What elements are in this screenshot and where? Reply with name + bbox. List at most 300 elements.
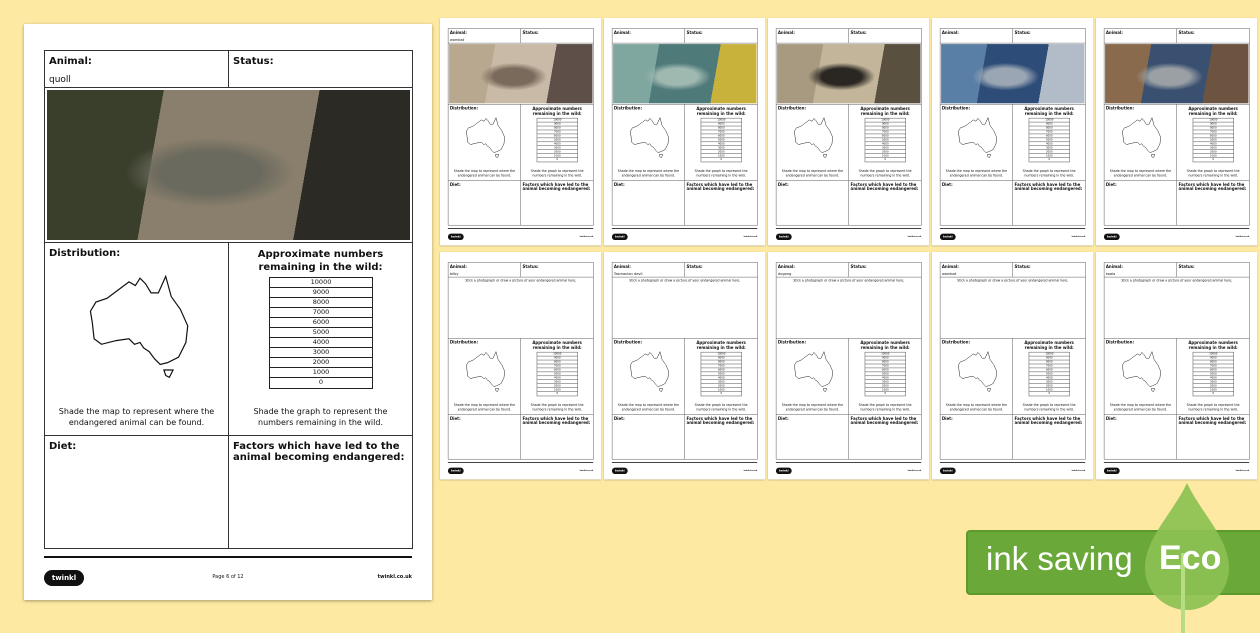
worksheet-table: [776, 262, 922, 459]
scale-value: 0: [884, 157, 887, 161]
photo-placeholder-row: [776, 277, 921, 338]
numbers-scale: [1193, 352, 1234, 396]
scale-value: 10000: [537, 118, 577, 122]
australia-map: [1116, 115, 1167, 159]
scale-value: 1000: [1029, 154, 1069, 158]
animal-name: bilby: [449, 272, 459, 277]
scale-value: 5000: [865, 372, 905, 376]
stick-photo-instruction: Stick a photograph or draw a picture of your endangered animal here.: [629, 278, 741, 283]
photo-placeholder-row: [448, 277, 593, 338]
scale-value: 5000: [865, 138, 905, 142]
numbers-heading: Approximate numbers remaining in the wild:: [696, 106, 746, 117]
scale-value: 10000: [701, 118, 741, 122]
page-footer: [1104, 228, 1250, 239]
scale-value: 3000: [701, 380, 741, 384]
worksheet-page: [24, 24, 432, 600]
australia-map: [788, 349, 839, 393]
scale-value: 1000: [537, 388, 577, 392]
worksheet-page: [604, 18, 765, 246]
twinkl-logo: twinkl: [776, 468, 792, 474]
worksheet-table: [1104, 262, 1250, 459]
photo-placeholder-row: [612, 277, 757, 338]
numbers-scale: [537, 352, 578, 396]
scale-value: 6000: [537, 368, 577, 372]
scale-value: 3000: [1193, 380, 1233, 384]
scale-value: 4000: [1029, 142, 1069, 146]
scale-value: 5000: [537, 372, 577, 376]
scale-value: 6000: [865, 134, 905, 138]
scale-value: 4000: [701, 376, 741, 380]
numbers-scale: [537, 118, 578, 162]
page-footer: [940, 228, 1086, 239]
australia-map: [788, 115, 839, 159]
scale-value: 5000: [1029, 372, 1069, 376]
diet-label: Diet:: [777, 182, 789, 188]
scale-value: 3000: [865, 146, 905, 150]
status-label: Status:: [522, 30, 539, 35]
diet-label: Diet:: [613, 416, 625, 422]
scale-value: 3000: [270, 348, 372, 358]
scale-value: 10000: [537, 352, 577, 356]
scale-value: 0: [556, 157, 559, 161]
diet-label: Diet:: [1105, 416, 1117, 422]
status-label: Status:: [686, 264, 703, 269]
scale-value: 9000: [865, 356, 905, 360]
scale-value: 6000: [701, 368, 741, 372]
status-label: Status:: [233, 56, 274, 67]
scale-value: 8000: [701, 126, 741, 130]
scale-value: 2000: [701, 384, 741, 388]
scale-value: 4000: [270, 338, 372, 348]
scale-value: 1000: [865, 154, 905, 158]
scale-value: 10000: [270, 278, 372, 288]
animal-name: dugong: [777, 272, 792, 277]
scale-value: 4000: [537, 376, 577, 380]
worksheet-page: [440, 18, 601, 246]
scale-value: 7000: [1029, 130, 1069, 134]
site-url: twinkl.co.uk: [1235, 469, 1250, 472]
scale-value: 7000: [270, 308, 372, 318]
map-caption: Shade the map to represent where the endangered animal can be found.: [945, 403, 1008, 412]
animal-name: Tasmanian devil: [613, 272, 643, 277]
animal-label: Animal:: [941, 30, 959, 35]
graph-caption: Shade the graph to represent the numbers remaining in the wild.: [858, 403, 912, 412]
map-caption: Shade the map to represent where the endangered animal can be found.: [453, 403, 516, 412]
scale-value: 6000: [270, 318, 372, 328]
scale-value: 10000: [1193, 352, 1233, 356]
scale-value: 9000: [537, 122, 577, 126]
site-url: twinkl.co.uk: [743, 469, 758, 472]
scale-value: 9000: [1193, 356, 1233, 360]
animal-photo: [47, 90, 410, 240]
scale-value: 10000: [1193, 118, 1233, 122]
scale-value: 2000: [1029, 150, 1069, 154]
graph-caption: Shade the graph to represent the numbers remaining in the wild.: [1022, 403, 1076, 412]
scale-value: 8000: [1193, 126, 1233, 130]
numbers-scale: [269, 277, 373, 389]
site-url: twinkl.co.uk: [579, 235, 594, 238]
worksheet-table: [940, 28, 1086, 225]
animal-photo-row: [612, 43, 757, 104]
worksheet-page: [768, 252, 929, 480]
animal-name: wombat: [449, 38, 465, 43]
scale-value: 1000: [1029, 388, 1069, 392]
australia-map: [1116, 349, 1167, 393]
scale-value: 7000: [537, 130, 577, 134]
scale-value: 10000: [865, 118, 905, 122]
worksheet-table: [448, 28, 594, 225]
site-url: twinkl.co.uk: [1071, 235, 1086, 238]
scale-value: 6000: [865, 368, 905, 372]
page-footer: [448, 462, 594, 473]
animal-photo: [941, 44, 1084, 103]
diet-label: Diet:: [941, 416, 953, 422]
scale-value: 0: [1212, 391, 1215, 395]
animal-photo-row: [1104, 43, 1249, 104]
numbers-scale: [701, 118, 742, 162]
scale-value: 0: [1212, 157, 1215, 161]
diet-label: Diet:: [777, 416, 789, 422]
scale-value: 2000: [537, 150, 577, 154]
animal-photo-row: [45, 88, 412, 243]
animal-photo: [777, 44, 920, 103]
scale-value: 2000: [701, 150, 741, 154]
diet-label: Diet:: [49, 441, 77, 452]
scale-value: 3000: [537, 146, 577, 150]
distribution-label: Distribution:: [777, 340, 807, 345]
status-label: Status:: [1014, 264, 1031, 269]
scale-value: 9000: [537, 356, 577, 360]
scale-value: 6000: [1193, 368, 1233, 372]
animal-name: koala: [1105, 272, 1116, 277]
status-label: Status:: [686, 30, 703, 35]
scale-value: 2000: [1193, 150, 1233, 154]
site-url: twinkl.co.uk: [1235, 235, 1250, 238]
page-footer: [776, 462, 922, 473]
scale-value: 8000: [270, 298, 372, 308]
worksheet-table: [44, 50, 413, 549]
scale-value: 6000: [537, 134, 577, 138]
animal-photo: [1105, 44, 1248, 103]
animal-photo: [613, 44, 756, 103]
scale-value: 4000: [865, 376, 905, 380]
distribution-label: Distribution:: [613, 106, 643, 111]
animal-label: Animal:: [1105, 30, 1123, 35]
australia-map: [75, 269, 205, 381]
numbers-heading: Approximate numbers remaining in the wild:: [1024, 106, 1074, 117]
worksheet-page: [1096, 252, 1257, 480]
scale-value: 10000: [865, 352, 905, 356]
factors-label: Factors which have led to the animal becoming endangered:: [1014, 416, 1083, 426]
scale-value: 7000: [537, 364, 577, 368]
twinkl-logo: twinkl: [612, 234, 628, 240]
worksheet-page: [604, 252, 765, 480]
scale-value: 4000: [1193, 142, 1233, 146]
numbers-heading: Approximate numbers remaining in the wild:: [1188, 106, 1238, 117]
animal-label: Animal:: [777, 30, 795, 35]
map-caption: Shade the map to represent where the endangered animal can be found.: [58, 407, 215, 428]
scale-value: 8000: [1029, 126, 1069, 130]
numbers-heading: Approximate numbers remaining in the wild:: [860, 106, 910, 117]
scale-value: 9000: [701, 356, 741, 360]
animal-label: Animal:: [1105, 264, 1123, 269]
numbers-heading: Approximate numbers remaining in the wild:: [1188, 340, 1238, 351]
scale-value: 9000: [270, 288, 372, 298]
distribution-label: Distribution:: [1105, 106, 1135, 111]
animal-photo-row: [940, 43, 1085, 104]
status-label: Status:: [850, 264, 867, 269]
animal-photo-row: [776, 43, 921, 104]
distribution-label: Distribution:: [1105, 340, 1135, 345]
animal-name: wombat: [941, 272, 957, 277]
photo-placeholder-row: [1104, 277, 1249, 338]
factors-label: Factors which have led to the animal becoming endangered:: [233, 441, 405, 463]
scale-value: 4000: [1193, 376, 1233, 380]
animal-label: Animal:: [449, 264, 467, 269]
worksheet-page: [768, 18, 929, 246]
scale-value: 2000: [1193, 384, 1233, 388]
scale-value: 8000: [1029, 360, 1069, 364]
graph-caption: Shade the graph to represent the numbers remaining in the wild.: [1186, 403, 1240, 412]
scale-value: 8000: [865, 360, 905, 364]
graph-caption: Shade the graph to represent the numbers remaining in the wild.: [858, 169, 912, 178]
animal-label: Animal:: [613, 264, 631, 269]
scale-value: 8000: [537, 360, 577, 364]
factors-label: Factors which have led to the animal becoming endangered:: [1178, 182, 1247, 192]
status-label: Status:: [1014, 30, 1031, 35]
scale-value: 6000: [1029, 368, 1069, 372]
scale-value: 4000: [537, 142, 577, 146]
worksheet-page: [932, 252, 1093, 480]
diet-label: Diet:: [1105, 182, 1117, 188]
site-url: twinkl.co.uk: [1071, 469, 1086, 472]
distribution-label: Distribution:: [449, 340, 479, 345]
map-caption: Shade the map to represent where the endangered animal can be found.: [617, 403, 680, 412]
numbers-heading: Approximate numbers remaining in the wild:: [532, 106, 582, 117]
graph-caption: Shade the graph to represent the numbers remaining in the wild.: [253, 407, 388, 428]
twinkl-logo: twinkl: [1104, 234, 1120, 240]
numbers-heading: Approximate numbers remaining in the wild:: [860, 340, 910, 351]
graph-caption: Shade the graph to represent the numbers remaining in the wild.: [530, 169, 584, 178]
scale-value: 0: [720, 157, 723, 161]
numbers-scale: [1029, 118, 1070, 162]
numbers-scale: [865, 352, 906, 396]
twinkl-logo: twinkl: [448, 468, 464, 474]
factors-label: Factors which have led to the animal becoming endangered:: [686, 182, 755, 192]
animal-photo-row: [448, 43, 593, 104]
numbers-scale: [1193, 118, 1234, 162]
scale-value: 0: [556, 391, 559, 395]
scale-value: 3000: [1029, 380, 1069, 384]
ink-saving-label: ink saving: [986, 540, 1133, 577]
numbers-scale: [701, 352, 742, 396]
numbers-heading: Approximate numbers remaining in the wild:: [696, 340, 746, 351]
numbers-heading: Approximate numbers remaining in the wild:: [1024, 340, 1074, 351]
scale-value: 1000: [1193, 388, 1233, 392]
page-footer: [448, 228, 594, 239]
twinkl-logo: twinkl: [1104, 468, 1120, 474]
australia-map: [952, 349, 1003, 393]
scale-value: 2000: [865, 384, 905, 388]
scale-value: 5000: [701, 372, 741, 376]
page-footer: [776, 228, 922, 239]
australia-map: [460, 115, 511, 159]
scale-value: 8000: [1193, 360, 1233, 364]
twinkl-logo: twinkl: [940, 468, 956, 474]
stick-photo-instruction: Stick a photograph or draw a picture of your endangered animal here.: [793, 278, 905, 283]
scale-value: 5000: [1029, 138, 1069, 142]
factors-label: Factors which have led to the animal becoming endangered:: [686, 416, 755, 426]
worksheet-page: [440, 252, 601, 480]
scale-value: 10000: [1029, 352, 1069, 356]
scale-value: 5000: [701, 138, 741, 142]
map-caption: Shade the map to represent where the endangered animal can be found.: [1109, 169, 1172, 178]
worksheet-table: [612, 262, 758, 459]
animal-photo: [449, 44, 592, 103]
site-url: twinkl.co.uk: [579, 469, 594, 472]
scale-value: 2000: [865, 150, 905, 154]
scale-value: 0: [720, 391, 723, 395]
map-caption: Shade the map to represent where the endangered animal can be found.: [617, 169, 680, 178]
australia-map: [624, 349, 675, 393]
scale-value: 2000: [270, 358, 372, 368]
scale-value: 9000: [1029, 122, 1069, 126]
scale-value: 7000: [1193, 130, 1233, 134]
scale-value: 7000: [865, 130, 905, 134]
scale-value: 7000: [1193, 364, 1233, 368]
twinkl-logo: twinkl: [44, 570, 84, 586]
animal-name: quoll: [49, 75, 71, 85]
worksheet-table: [776, 28, 922, 225]
animal-label: Animal:: [613, 30, 631, 35]
eco-label: Eco: [1159, 539, 1222, 577]
page-number: Page 6 of 12: [212, 574, 244, 580]
scale-value: 6000: [1193, 134, 1233, 138]
scale-value: 6000: [701, 134, 741, 138]
diet-label: Diet:: [941, 182, 953, 188]
status-label: Status:: [1178, 264, 1195, 269]
site-url: twinkl.co.uk: [907, 235, 922, 238]
factors-label: Factors which have led to the animal becoming endangered:: [1014, 182, 1083, 192]
worksheet-table: [940, 262, 1086, 459]
distribution-label: Distribution:: [449, 106, 479, 111]
factors-label: Factors which have led to the animal becoming endangered:: [1178, 416, 1247, 426]
scale-value: 1000: [1193, 154, 1233, 158]
scale-value: 9000: [1029, 356, 1069, 360]
scale-value: 1000: [865, 388, 905, 392]
page-footer: [1104, 462, 1250, 473]
stick-photo-instruction: Stick a photograph or draw a picture of your endangered animal here.: [1121, 278, 1233, 283]
factors-label: Factors which have led to the animal becoming endangered:: [522, 182, 591, 192]
graph-caption: Shade the graph to represent the numbers remaining in the wild.: [694, 403, 748, 412]
scale-value: 10000: [1029, 118, 1069, 122]
scale-value: 6000: [1029, 134, 1069, 138]
australia-map: [624, 115, 675, 159]
scale-value: 4000: [865, 142, 905, 146]
scale-value: 3000: [1193, 146, 1233, 150]
status-label: Status:: [850, 30, 867, 35]
map-caption: Shade the map to represent where the endangered animal can be found.: [781, 403, 844, 412]
scale-value: 0: [1048, 391, 1051, 395]
scale-value: 4000: [701, 142, 741, 146]
scale-value: 1000: [701, 154, 741, 158]
site-url: twinkl.co.uk: [907, 469, 922, 472]
australia-map: [460, 349, 511, 393]
factors-label: Factors which have led to the animal becoming endangered:: [522, 416, 591, 426]
twinkl-logo: twinkl: [448, 234, 464, 240]
animal-label: Animal:: [941, 264, 959, 269]
graph-caption: Shade the graph to represent the numbers remaining in the wild.: [530, 403, 584, 412]
factors-label: Factors which have led to the animal becoming endangered:: [850, 416, 919, 426]
animal-label: Animal:: [49, 56, 92, 67]
page-footer: [940, 462, 1086, 473]
scale-value: 0: [1048, 157, 1051, 161]
page-footer: [612, 228, 758, 239]
worksheet-table: [1104, 28, 1250, 225]
scale-value: 7000: [865, 364, 905, 368]
scale-value: 3000: [537, 380, 577, 384]
scale-value: 2000: [1029, 384, 1069, 388]
worksheet-table: [612, 28, 758, 225]
scale-value: 9000: [865, 122, 905, 126]
scale-value: 9000: [701, 122, 741, 126]
distribution-label: Distribution:: [941, 106, 971, 111]
stick-photo-instruction: Stick a photograph or draw a picture of your endangered animal here.: [957, 278, 1069, 283]
factors-label: Factors which have led to the animal becoming endangered:: [850, 182, 919, 192]
scale-value: 0: [884, 391, 887, 395]
photo-placeholder-row: [940, 277, 1085, 338]
scale-value: 5000: [270, 328, 372, 338]
scale-value: 1000: [701, 388, 741, 392]
map-caption: Shade the map to represent where the endangered animal can be found.: [781, 169, 844, 178]
numbers-heading: Approximate numbers remaining in the wild:: [257, 249, 384, 273]
numbers-scale: [865, 118, 906, 162]
numbers-heading: Approximate numbers remaining in the wild:: [532, 340, 582, 351]
worksheet-table: [448, 262, 594, 459]
scale-value: 9000: [1193, 122, 1233, 126]
scale-value: 8000: [865, 126, 905, 130]
graph-caption: Shade the graph to represent the numbers remaining in the wild.: [694, 169, 748, 178]
scale-value: 4000: [1029, 376, 1069, 380]
stick-photo-instruction: Stick a photograph or draw a picture of your endangered animal here.: [465, 278, 577, 283]
scale-value: 7000: [701, 364, 741, 368]
site-url: twinkl.co.uk: [377, 574, 412, 580]
map-caption: Shade the map to represent where the endangered animal can be found.: [945, 169, 1008, 178]
scale-value: 7000: [1029, 364, 1069, 368]
scale-value: 5000: [1193, 138, 1233, 142]
worksheet-page: [932, 18, 1093, 246]
diet-label: Diet:: [449, 416, 461, 422]
numbers-scale: [1029, 352, 1070, 396]
distribution-label: Distribution:: [49, 248, 121, 259]
scale-value: 10000: [701, 352, 741, 356]
twinkl-logo: twinkl: [940, 234, 956, 240]
scale-value: 8000: [701, 360, 741, 364]
distribution-label: Distribution:: [777, 106, 807, 111]
animal-label: Animal:: [449, 30, 467, 35]
australia-map: [952, 115, 1003, 159]
scale-value: 3000: [1029, 146, 1069, 150]
status-label: Status:: [1178, 30, 1195, 35]
scale-value: 7000: [701, 130, 741, 134]
scale-value: 5000: [537, 138, 577, 142]
scale-value: 0: [318, 378, 324, 386]
status-label: Status:: [522, 264, 539, 269]
scale-value: 5000: [1193, 372, 1233, 376]
twinkl-logo: twinkl: [776, 234, 792, 240]
scale-value: 1000: [270, 368, 372, 378]
diet-label: Diet:: [449, 182, 461, 188]
